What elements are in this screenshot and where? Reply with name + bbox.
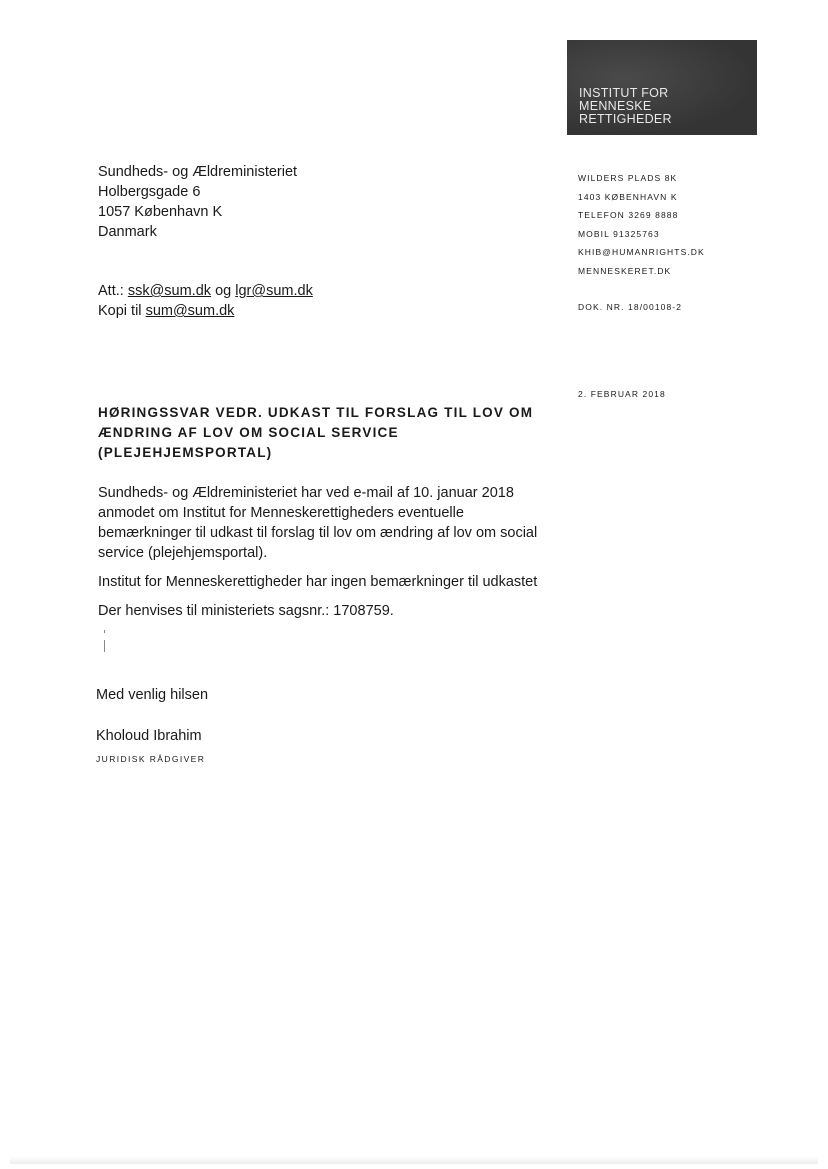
copy-line (98, 301, 313, 321)
sender-website: MENNESKERET.DK (578, 265, 672, 276)
signer-name: Kholoud Ibrahim (96, 728, 202, 744)
institute-logo (567, 40, 757, 135)
heading-line-1: HØRINGSSVAR VEDR. UDKAST TIL FORSLAG TIL LOV OM (98, 405, 534, 420)
sender-mobile: MOBIL 91325763 (578, 228, 660, 239)
letter-body (98, 483, 558, 630)
document-number: DOK. NR. 18/00108-2 (578, 302, 683, 312)
email-link-lgr[interactable]: lgr@sum.dk (235, 283, 313, 299)
heading-line-3: (PLEJEHJEMSPORTAL) (98, 445, 273, 460)
heading-line-2: ÆNDRING AF LOV OM SOCIAL SERVICE (98, 425, 399, 440)
body-paragraph-2: Institut for Menneskerettigheder har ingen bemærkninger til udkastet (98, 574, 538, 590)
sender-details (578, 169, 705, 280)
sender-address: WILDERS PLADS 8K (578, 173, 678, 183)
recipient-name: Sundheds- og Ældreministeriet (98, 164, 298, 180)
email-link-sum[interactable]: sum@sum.dk (145, 303, 235, 319)
scan-edge-shadow (10, 1156, 818, 1164)
closing-greeting: Med venlig hilsen (96, 687, 209, 703)
att-conjunction: og (215, 283, 232, 299)
signer-title: JURIDISK RÅDGIVER (96, 754, 206, 764)
document-heading (98, 403, 548, 463)
scan-mark (104, 630, 105, 652)
attention-line (98, 281, 313, 301)
logo-line-3: RETTIGHEDER (579, 112, 672, 126)
body-paragraph-1: Sundheds- og Ældreministeriet har ved e-mail af 10. januar 2018 anmodet om Institut for Menneskerettigheders eventuelle bemærkninger til udkast til forslag til lov om ændring af lov om social service (plejehjemsportal). (98, 485, 538, 561)
document-date: 2. FEBRUAR 2018 (578, 389, 666, 399)
recipient-country: Danmark (98, 224, 157, 240)
sender-city: 1403 KØBENHAVN K (578, 191, 678, 202)
logo-line-2: MENNESKE (579, 99, 652, 113)
sender-phone: TELEFON 3269 8888 (578, 210, 679, 220)
attention-block (98, 281, 313, 321)
email-link-ssk[interactable]: ssk@sum.dk (127, 283, 212, 299)
logo-line-1: INSTITUT FOR (579, 86, 669, 100)
copy-prefix: Kopi til (98, 303, 142, 319)
logo-text (579, 87, 672, 126)
recipient-street: Holbergsgade 6 (98, 184, 201, 200)
att-prefix: Att.: (98, 283, 124, 299)
recipient-address (98, 162, 297, 242)
body-paragraph-3: Der henvises til ministeriets sagsnr.: 1708759. (98, 603, 394, 619)
sender-email: KHIB@HUMANRIGHTS.DK (578, 247, 705, 257)
recipient-city: 1057 København K (98, 204, 223, 220)
